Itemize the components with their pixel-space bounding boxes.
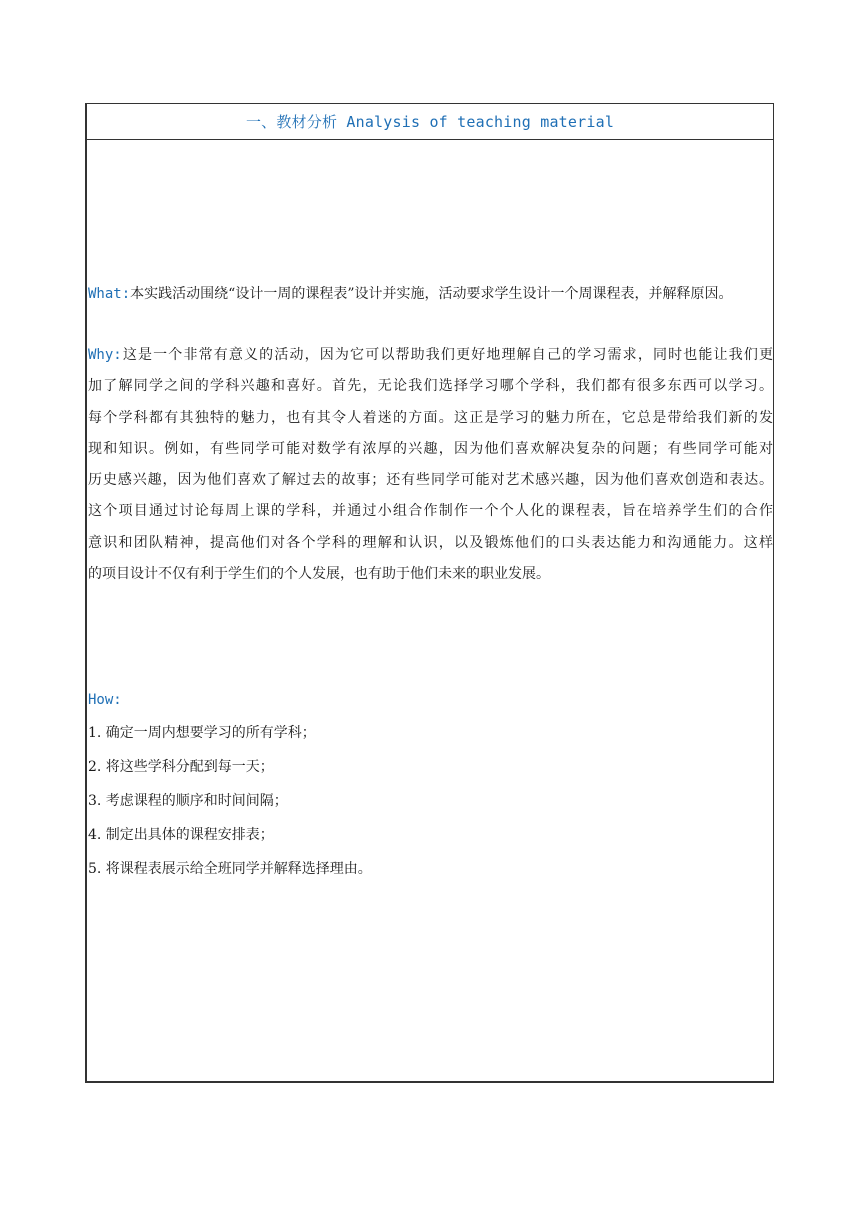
- why-paragraph: [88, 340, 773, 590]
- how-step: 3. 考虑课程的顺序和时间间隔；: [88, 793, 288, 809]
- how-step: 4. 制定出具体的课程安排表；: [88, 827, 274, 843]
- what-paragraph: [88, 279, 773, 310]
- what-text: 本实践活动围绕“设计一周的课程表”设计并实施，活动要求学生设计一个周课程表，并解释原因。: [130, 286, 733, 302]
- how-step: 5. 将课程表展示给全班同学并解释选择理由。: [88, 861, 372, 877]
- how-step: 1. 确定一周内想要学习的所有学科；: [88, 725, 316, 741]
- why-line: 每个学科都有其独特的魅力，也有其令人着迷的方面。这正是学习的魅力所在，它总是带给我们新的发: [88, 409, 773, 426]
- why-line: 的项目设计不仅有利于学生们的个人发展，也有助于他们未来的职业发展。: [88, 566, 550, 583]
- what-label: What:: [88, 286, 131, 302]
- why-line: 意识和团队精神，提高他们对各个学科的理解和认识，以及锻炼他们的口头表达能力和沟通能力。这样: [88, 534, 773, 551]
- how-section: [88, 685, 773, 886]
- why-line: 加了解同学之间的学科兴趣和喜好。首先，无论我们选择学习哪个学科，我们都有很多东西可以学习。: [88, 378, 773, 395]
- why-line: Why:这是一个非常有意义的活动，因为它可以帮助我们更好地理解自己的学习需求，同时也能让我们更: [88, 347, 773, 363]
- how-step: 2. 将这些学科分配到每一天；: [88, 759, 274, 775]
- why-line: 历史感兴趣，因为他们喜欢了解过去的故事；还有些同学可能对艺术感兴趣，因为他们喜欢创造和表达。: [88, 472, 773, 489]
- why-line: 这个项目通过讨论每周上课的学科，并通过小组合作制作一个个人化的课程表，旨在培养学生们的合作: [88, 503, 773, 520]
- teaching-material-table: [85, 103, 774, 1083]
- how-label: How:: [88, 692, 122, 708]
- why-label: Why:: [88, 347, 122, 363]
- section-title: 一、教材分析 Analysis of teaching material: [87, 104, 773, 140]
- why-line: 现和知识。例如，有些同学可能对数学有浓厚的兴趣，因为他们喜欢解决复杂的问题；有些同学可能对: [88, 440, 773, 457]
